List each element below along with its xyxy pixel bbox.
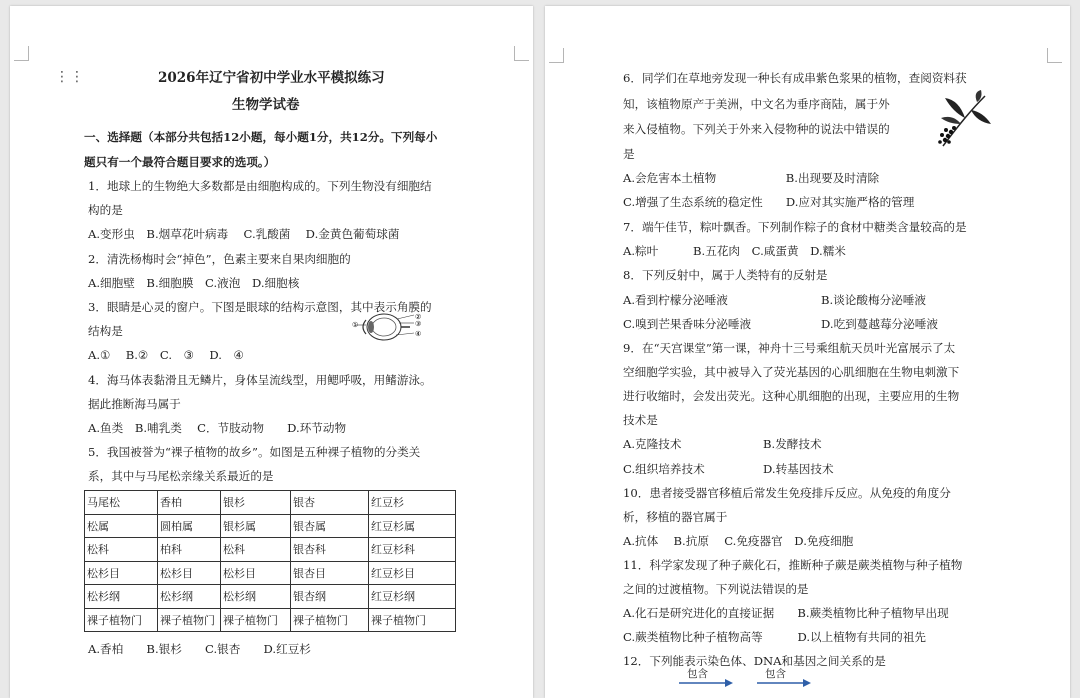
table-cell: 银杏科 [291, 538, 369, 562]
q9-option-d: D.转基因技术 [763, 462, 834, 476]
q11-line2: 之间的过渡植物。下列说法错误的是 [623, 582, 809, 596]
section-heading-line1: 一、选择题（本部分共包括12小题，每小题1分，共12分。下列每小 [84, 130, 438, 144]
table-cell: 柏科 [158, 538, 221, 562]
q9-option-c: C.组织培养技术 [623, 462, 705, 476]
table-cell: 松科 [85, 538, 158, 562]
q6-line1: 6．同学们在草地旁发现一种长有成串紫色浆果的植物，查阅资料获 [623, 71, 967, 85]
table-cell: 红豆杉纲 [369, 585, 456, 609]
q9-line1: 9．在“天宫课堂”第一课，神舟十三号乘组航天员叶光富展示了太 [623, 341, 956, 355]
table-cell: 裸子植物门 [85, 608, 158, 632]
q4-line2: 据此推断海马属于 [88, 397, 181, 411]
table-cell: 松杉目 [221, 561, 291, 585]
crop-mark-top-right [1047, 48, 1062, 63]
q6-line2: 知，该植物原产于美洲，中文名为垂序商陆，属于外 [623, 97, 890, 111]
table-cell: 红豆杉目 [369, 561, 456, 585]
q7-line1: 7．端午佳节，粽叶飘香。下列制作粽子的食材中糖类含量较高的是 [623, 220, 967, 234]
drag-handle-icon[interactable]: ⋮⋮ [55, 69, 85, 85]
table-row [85, 585, 456, 609]
exam-title: 2026年辽宁省初中学业水平模拟练习 [158, 70, 385, 86]
q6-line4: 是 [623, 147, 635, 161]
table-cell: 银杏属 [291, 514, 369, 538]
table-cell: 裸子植物门 [291, 608, 369, 632]
table-cell: 松杉目 [158, 561, 221, 585]
table-cell: 松杉纲 [221, 585, 291, 609]
table-row [85, 514, 456, 538]
table-row [85, 608, 456, 632]
table-cell: 马尾松 [85, 491, 158, 515]
q5-line2: 系，其中与马尾松亲缘关系最近的是 [88, 469, 274, 483]
table-cell: 圆柏属 [158, 514, 221, 538]
q10-line2: 析，移植的器官属于 [623, 510, 728, 524]
q11-options-ab: A.化石是研究进化的直接证据 B.蕨类植物比种子植物早出现 [623, 606, 949, 620]
q8-option-a: A.看到柠檬分泌唾液 [623, 293, 728, 307]
table-row [85, 561, 456, 585]
table-cell: 松属 [85, 514, 158, 538]
table-cell: 红豆杉科 [369, 538, 456, 562]
table-cell: 银杏纲 [291, 585, 369, 609]
q9-line2: 空细胞学实验，其中被导入了荧光基因的心肌细胞在生物电刺激下 [623, 365, 960, 379]
classification-table [84, 490, 456, 632]
table-cell: 红豆杉 [369, 491, 456, 515]
table-cell: 松杉纲 [158, 585, 221, 609]
table-cell: 裸子植物门 [221, 608, 291, 632]
q1-line1: 1．地球上的生物绝大多数都是由细胞构成的。下列生物没有细胞结 [88, 179, 432, 193]
include-arrow-1 [677, 678, 737, 688]
table-cell: 松科 [221, 538, 291, 562]
page-right [545, 6, 1070, 698]
q9-option-b: B.发酵技术 [763, 437, 822, 451]
q5-options: A.香柏 B.银杉 C.银杏 D.红豆杉 [88, 642, 311, 656]
q7-options: A.粽叶 B.五花肉 C.咸蛋黄 D.糯米 [623, 244, 846, 258]
q1-line2: 构的是 [88, 203, 123, 217]
table-cell: 银杏目 [291, 561, 369, 585]
pokeweed-plant-image [935, 90, 993, 150]
crop-mark-top-left [14, 46, 29, 61]
table-row [85, 538, 456, 562]
table-cell: 裸子植物门 [369, 608, 456, 632]
eye-label-2: ② [415, 313, 422, 321]
exam-subtitle: 生物学试卷 [232, 97, 300, 113]
q12-line1: 12．下列能表示染色体、DNA和基因之间关系的是 [623, 654, 886, 668]
q8-option-c: C.嗅到芒果香味分泌唾液 [623, 317, 752, 331]
q11-options-cd: C.蕨类植物比种子植物高等 D.以上植物有共同的祖先 [623, 630, 926, 644]
q11-line1: 11．科学家发现了种子蕨化石，推断种子蕨是蕨类植物与种子植物 [623, 558, 963, 572]
table-cell: 红豆杉属 [369, 514, 456, 538]
crop-mark-top-right [514, 46, 529, 61]
eyeball-diagram [352, 311, 432, 343]
q4-options: A.鱼类 B.哺乳类 C．节肢动物 D.环节动物 [88, 421, 347, 435]
q3-options: A.① B.② C. ③ D. ④ [88, 348, 244, 362]
table-cell: 松杉纲 [85, 585, 158, 609]
include-arrow-2 [755, 678, 815, 688]
q6-options-cd: C.增强了生态系统的稳定性 D.应对其实施严格的管理 [623, 195, 915, 209]
page-left [10, 6, 533, 698]
q3-line2: 结构是 [88, 324, 123, 338]
q2-options: A.细胞壁 B.细胞膜 C.液泡 D.细胞核 [88, 276, 300, 290]
q9-line3: 进行收缩时，会发出荧光。这种心肌细胞的出现，主要应用的生物 [623, 389, 960, 403]
arrow-label-2: 包含 [765, 668, 786, 680]
table-row [85, 491, 456, 515]
crop-mark-top-left [549, 48, 564, 63]
table-cell: 松杉目 [85, 561, 158, 585]
eye-label-4: ④ [415, 330, 422, 338]
eye-label-3: ③ [415, 320, 422, 328]
table-cell: 银杉 [221, 491, 291, 515]
q10-options: A.抗体 B.抗原 C.免疫器官 D.免疫细胞 [623, 534, 854, 548]
q9-option-a: A.克隆技术 [623, 437, 682, 451]
q8-option-b: B.谈论酸梅分泌唾液 [821, 293, 926, 307]
q2-line1: 2．清洗杨梅时会“掉色”，色素主要来自果肉细胞的 [88, 252, 351, 266]
q8-line1: 8．下列反射中，属于人类特有的反射是 [623, 268, 828, 282]
table-cell: 裸子植物门 [158, 608, 221, 632]
q4-line1: 4．海马体表黏滑且无鳞片，身体呈流线型，用鳃呼吸，用鳍游泳。 [88, 373, 432, 387]
q3-line1: 3．眼睛是心灵的窗户。下图是眼球的结构示意图，其中表示角膜的 [88, 300, 432, 314]
q5-line1: 5．我国被誉为“裸子植物的故乡”。如图是五种裸子植物的分类关 [88, 445, 421, 459]
q8-option-d: D.吃到蔓越莓分泌唾液 [821, 317, 938, 331]
table-cell: 银杏 [291, 491, 369, 515]
q9-line4: 技术是 [623, 413, 658, 427]
q1-options: A.变形虫 B.烟草花叶病毒 C.乳酸菌 D.金黄色葡萄球菌 [88, 227, 400, 241]
arrow-label-1: 包含 [687, 668, 708, 680]
eye-label-1: ① [352, 321, 359, 329]
section-heading-line2: 题只有一个最符合题目要求的选项。） [84, 155, 276, 169]
q6-options-ab: A.会危害本土植物 B.出现要及时清除 [623, 171, 880, 185]
table-cell: 银杉属 [221, 514, 291, 538]
q6-line3: 来入侵植物。下列关于外来入侵物种的说法中错误的 [623, 122, 890, 136]
q10-line1: 10．患者接受器官移植后常发生免疫排斥反应。从免疫的角度分 [623, 486, 951, 500]
table-cell: 香柏 [158, 491, 221, 515]
